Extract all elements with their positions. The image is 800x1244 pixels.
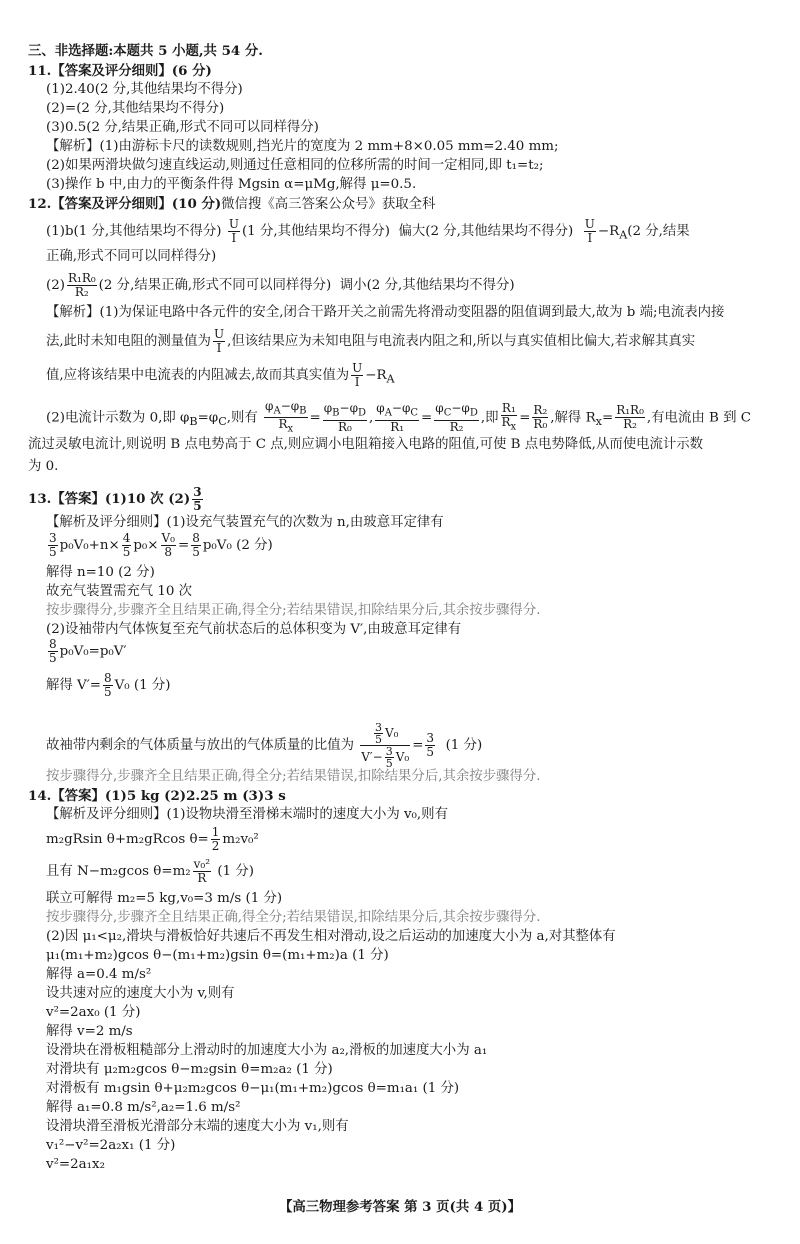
q14-line-2b: m₂v₀² bbox=[222, 832, 259, 847]
q12-explain-2-row1: (2)电流计示数为 0,即 $\varphi_B=\varphi_C$,则有 $\frac{\varphi_A-\varphi_B}{R_x}$ = $\frac{\varphi_B-\varphi_D}{\text{R₀}}$ , $\frac{\varphi_A-\varphi_C}{\text{R₁}}$ = $\frac{\varphi_C-\varphi_D}{\text{R₂}}$ ,即 $\frac{\text{R₁}}{R_x}$ = $\frac{\text{R₂}}{\text{R₀}}$ ,解得 $R_x=$ $\frac{\text{R₁R₀}}{\text{R₂}}$ ,有电流由 B 到 C bbox=[46, 399, 751, 435]
q12-explain-2a: (2)电流计示数为 0,即 φ bbox=[46, 410, 190, 426]
q14-line-8: 设共速对应的速度大小为 v,则有 bbox=[46, 986, 235, 1001]
q12-explain-2e: ,解得 R bbox=[550, 410, 596, 426]
fraction-R1-Rx: $\frac{\text{R₁}}{R_x}$ bbox=[501, 401, 517, 433]
q12-answer-row-1: (1)b(1 分,其他结果均不得分) $\frac{U}{I}$ (1 分,其他结果均不得分) 偏大(2 分,其他结果均不得分) $\frac{U}{I}$ $-R_A(2$ 分,结果 bbox=[46, 217, 690, 245]
q14-line-15: 设滑块滑至滑板光滑部分末端的速度大小为 v₁,则有 bbox=[46, 1119, 349, 1134]
q11-explain-3: (3)操作 b 中,由力的平衡条件得 Mgsin α=μMg,解得 μ=0.5. bbox=[46, 177, 417, 192]
fraction-4-5: $\frac{4}{5}$ bbox=[122, 531, 131, 559]
q14-line-2a: m₂gRsin θ+m₂gRcos θ= bbox=[46, 832, 209, 847]
fraction-v0sq-R: $\frac{\text{v₀²}}{R}$ bbox=[193, 857, 211, 885]
fraction-8-5-b: $\frac{8}{5}$ bbox=[49, 637, 57, 665]
q14-line-12: 对滑块有 μ₂m₂gcos θ−m₂gsin θ=m₂a₂ (1 分) bbox=[46, 1062, 333, 1077]
q12-answer-1a: (1)b(1 分,其他结果均不得分) bbox=[46, 224, 222, 239]
page-footer: 【高三物理参考答案 第 3 页(共 4 页)】 bbox=[278, 1199, 522, 1215]
q13-line-1: 【解析及评分细则】(1)设充气装置充气的次数为 n,由玻意耳定律有 bbox=[46, 515, 444, 530]
q12-answer-2b: (2 分,结果正确,形式不同可以同样得分) bbox=[98, 278, 332, 293]
fraction-phi-1: $\frac{\varphi_A-\varphi_B}{R_x}$ bbox=[265, 399, 307, 435]
fraction-V0-8: $\frac{\text{V₀}}{8}$ bbox=[161, 531, 175, 559]
q12-explain-1c: ,但该结果应为未知电阻与电流表内阻之和,所以与真实值相比偏大,若求解其真实 bbox=[227, 334, 696, 349]
fraction-phi-3: $\frac{\varphi_A-\varphi_C}{\text{R₁}}$ bbox=[376, 401, 419, 434]
q13-line-5: (2)设袖带内气体恢复至充气前状态后的总体积变为 V′,由玻意耳定律有 bbox=[46, 622, 462, 637]
section-header: 三、非选择题:本题共 5 小题,共 54 分. bbox=[28, 43, 263, 59]
q13-line-2d: p₀V₀ (2 分) bbox=[202, 538, 273, 553]
fraction-R1R0-over-R2: $\frac{\text{R₁R₀}}{\text{R₂}}$ bbox=[67, 271, 96, 299]
q12-answer-1e: (2 分,结果 bbox=[627, 224, 690, 239]
q13-line-2b: p₀× bbox=[133, 538, 159, 553]
q14-line-17: v²=2a₁x₂ bbox=[46, 1157, 105, 1172]
fraction-U-over-I-3: $\frac{U}{I}$ bbox=[213, 327, 225, 355]
fraction-phi-4: $\frac{\varphi_C-\varphi_D}{\text{R₂}}$ bbox=[435, 401, 478, 434]
q13-heading: 13.【答案】(1)10 次 (2) bbox=[28, 491, 191, 507]
q12-answer-1f: 正确,形式不同可以同样得分) bbox=[46, 249, 217, 264]
q12-answer-1d: −R bbox=[597, 224, 620, 239]
q13-line-8b: = bbox=[412, 738, 424, 753]
q12-explain-2g: 流过灵敏电流计,则说明 B 点电势高于 C 点,则应调小电阻箱接入电路的阻值,可使 B 点电势降低,从而使电流计示数 bbox=[28, 437, 704, 452]
q11-answer-1: (1)2.40(2 分,其他结果均不得分) bbox=[46, 82, 243, 97]
fraction-R2-R0: $\frac{\text{R₂}}{\text{R₀}}$ bbox=[533, 403, 548, 432]
q14-line-3a: 且有 N−m₂gcos θ=m₂ bbox=[46, 864, 191, 879]
q13-line-4: 故充气装置需充气 10 次 bbox=[46, 584, 193, 599]
fraction-3-5: $\frac{3}{5}$ bbox=[49, 531, 57, 559]
q13-line-2 bbox=[46, 532, 273, 559]
q13-line-8c: (1 分) bbox=[445, 738, 483, 753]
q14-line-11: 设滑块在滑板粗糙部分上滑动时的加速度大小为 a₂,滑板的加速度大小为 a₁ bbox=[46, 1043, 488, 1058]
q12-explain-2d: ,即 bbox=[480, 410, 499, 426]
fraction-phi-2: $\frac{\varphi_B-\varphi_D}{\text{R₀}}$ bbox=[323, 401, 367, 434]
q14-line-10: 解得 v=2 m/s bbox=[46, 1024, 133, 1039]
q11-answer-2: (2)=(2 分,其他结果均不得分) bbox=[46, 101, 225, 116]
q14-grading-note: 按步骤得分,步骤齐全且结果正确,得全分;若结果错误,扣除结果分后,其余按步骤得分. bbox=[46, 910, 541, 925]
q13-grading-note-2: 按步骤得分,步骤齐全且结果正确,得全分;若结果错误,扣除结果分后,其余按步骤得分. bbox=[46, 769, 541, 784]
q13-line-6a: p₀V₀=p₀V′ bbox=[59, 644, 127, 659]
q12-explain-2c: ,则有 bbox=[226, 410, 258, 426]
q12-explain-2h: 为 0. bbox=[28, 459, 59, 474]
q11-explain-2: (2)如果两滑块做匀速直线运动,则通过任意相同的位移所需的时间一定相同,即 t₁=t₂; bbox=[46, 158, 544, 173]
q13-line-8 bbox=[46, 722, 482, 769]
q11-heading: 11.【答案及评分细则】(6 分) bbox=[28, 63, 212, 79]
q12-answer-1c: 偏大(2 分,其他结果均不得分) bbox=[398, 224, 574, 239]
q12-explain-1-row3: 值,应将该结果中电流表的内阻减去,故而其真实值为 $\frac{U}{I}$ $-R_A$ bbox=[46, 361, 395, 389]
q12-answer-row-2 bbox=[46, 272, 515, 299]
q13-line-2a: p₀V₀+n× bbox=[59, 538, 120, 553]
q13-line-7b: V₀ (1 分) bbox=[114, 678, 171, 693]
q14-line-3b: (1 分) bbox=[217, 864, 254, 879]
q14-heading: 14.【答案】(1)5 kg (2)2.25 m (3)3 s bbox=[28, 788, 286, 804]
q13-line-3: 解得 n=10 (2 分) bbox=[46, 565, 155, 580]
fraction-R1R0-R2: $\frac{\text{R₁R₀}}{\text{R₂}}$ bbox=[616, 403, 644, 432]
q13-line-7a: 解得 V′= bbox=[46, 678, 101, 693]
q12-heading-row bbox=[28, 195, 435, 214]
q14-line-6: μ₁(m₁+m₂)gcos θ−(m₁+m₂)gsin θ=(m₁+m₂)a (1 分) bbox=[46, 948, 389, 963]
q12-answer-2c: 调小(2 分,其他结果均不得分) bbox=[339, 278, 515, 293]
q13-answer-fraction bbox=[192, 486, 202, 513]
q12-heading: 12.【答案及评分细则】(10 分) bbox=[28, 196, 222, 212]
q13-answer-den: 5 bbox=[193, 499, 202, 513]
q12-explain-2b: =φ bbox=[197, 410, 219, 426]
fraction-U-over-I-2: $\frac{U}{I}$ bbox=[584, 217, 595, 245]
q12-explain-2f: ,有电流由 B 到 C bbox=[646, 410, 751, 426]
q11-answer-3: (3)0.5(2 分,结果正确,形式不同可以同样得分) bbox=[46, 120, 319, 135]
q12-answer-2a: (2) bbox=[46, 278, 65, 293]
q12-explain-1a: 【解析】(1)为保证电路中各元件的安全,闭合干路开关之前需先将滑动变阻器的阻值调到最大,故为 b 端;电流表内接 bbox=[46, 305, 725, 320]
q13-line-7 bbox=[46, 672, 171, 699]
fraction-U-over-I: $\frac{U}{I}$ bbox=[228, 217, 239, 245]
fraction-U-over-I-4: $\frac{U}{I}$ bbox=[352, 361, 363, 389]
fraction-3-5-result: $\frac{3}{5}$ bbox=[426, 731, 435, 759]
watermark-text: 微信搜《高三答案公众号》获取全科 bbox=[221, 197, 436, 212]
q14-line-4: 联立可解得 m₂=5 kg,v₀=3 m/s (1 分) bbox=[46, 891, 283, 906]
q13-line-6 bbox=[46, 638, 127, 665]
q12-explain-1e: −R bbox=[365, 368, 387, 383]
q12-explain-1b: 法,此时未知电阻的测量值为 bbox=[46, 334, 211, 349]
q14-line-2 bbox=[46, 826, 259, 853]
q14-line-5: (2)因 μ₁<μ₂,滑块与滑板恰好共速后不再发生相对滑动,设之后运动的加速度大小为 a,对其整体有 bbox=[46, 929, 616, 944]
fraction-ratio: $\frac{3}{5}$ V₀ V′− $\frac{3}{5}$ V₀ bbox=[361, 721, 410, 770]
q14-line-7: 解得 a=0.4 m/s² bbox=[46, 967, 152, 982]
q13-line-8a: 故袖带内剩余的气体质量与放出的气体质量的比值为 bbox=[46, 738, 354, 753]
q14-line-9: v²=2ax₀ (1 分) bbox=[46, 1005, 141, 1020]
q13-answer-num: 3 bbox=[193, 485, 202, 499]
q11-explain-1: 【解析】(1)由游标卡尺的读数规则,挡光片的宽度为 2 mm+8×0.05 mm=2.40 mm; bbox=[46, 139, 559, 154]
q12-explain-1-row2 bbox=[46, 328, 695, 355]
q13-grading-note: 按步骤得分,步骤齐全且结果正确,得全分;若结果错误,扣除结果分后,其余按步骤得分. bbox=[46, 603, 541, 618]
q14-line-14: 解得 a₁=0.8 m/s²,a₂=1.6 m/s² bbox=[46, 1100, 241, 1115]
q13-heading-row bbox=[28, 486, 205, 513]
q13-line-2c: = bbox=[177, 538, 190, 553]
q14-line-13: 对滑板有 m₁gsin θ+μ₂m₂gcos θ−μ₁(m₁+m₂)gcos θ=m₁a₁ (1 分) bbox=[46, 1081, 460, 1096]
q14-line-1: 【解析及评分细则】(1)设物块滑至滑梯末端时的速度大小为 v₀,则有 bbox=[46, 807, 448, 822]
q12-answer-1b: (1 分,其他结果均不得分) bbox=[241, 224, 390, 239]
q14-line-16: v₁²−v²=2a₂x₁ (1 分) bbox=[46, 1138, 176, 1153]
q14-line-3 bbox=[46, 858, 254, 885]
q12-explain-1d: 值,应将该结果中电流表的内阻减去,故而其真实值为 bbox=[46, 368, 350, 383]
fraction-8-5-c: $\frac{8}{5}$ bbox=[103, 671, 112, 699]
fraction-8-5: $\frac{8}{5}$ bbox=[192, 531, 200, 559]
fraction-1-2: $\frac{1}{2}$ bbox=[211, 825, 220, 853]
